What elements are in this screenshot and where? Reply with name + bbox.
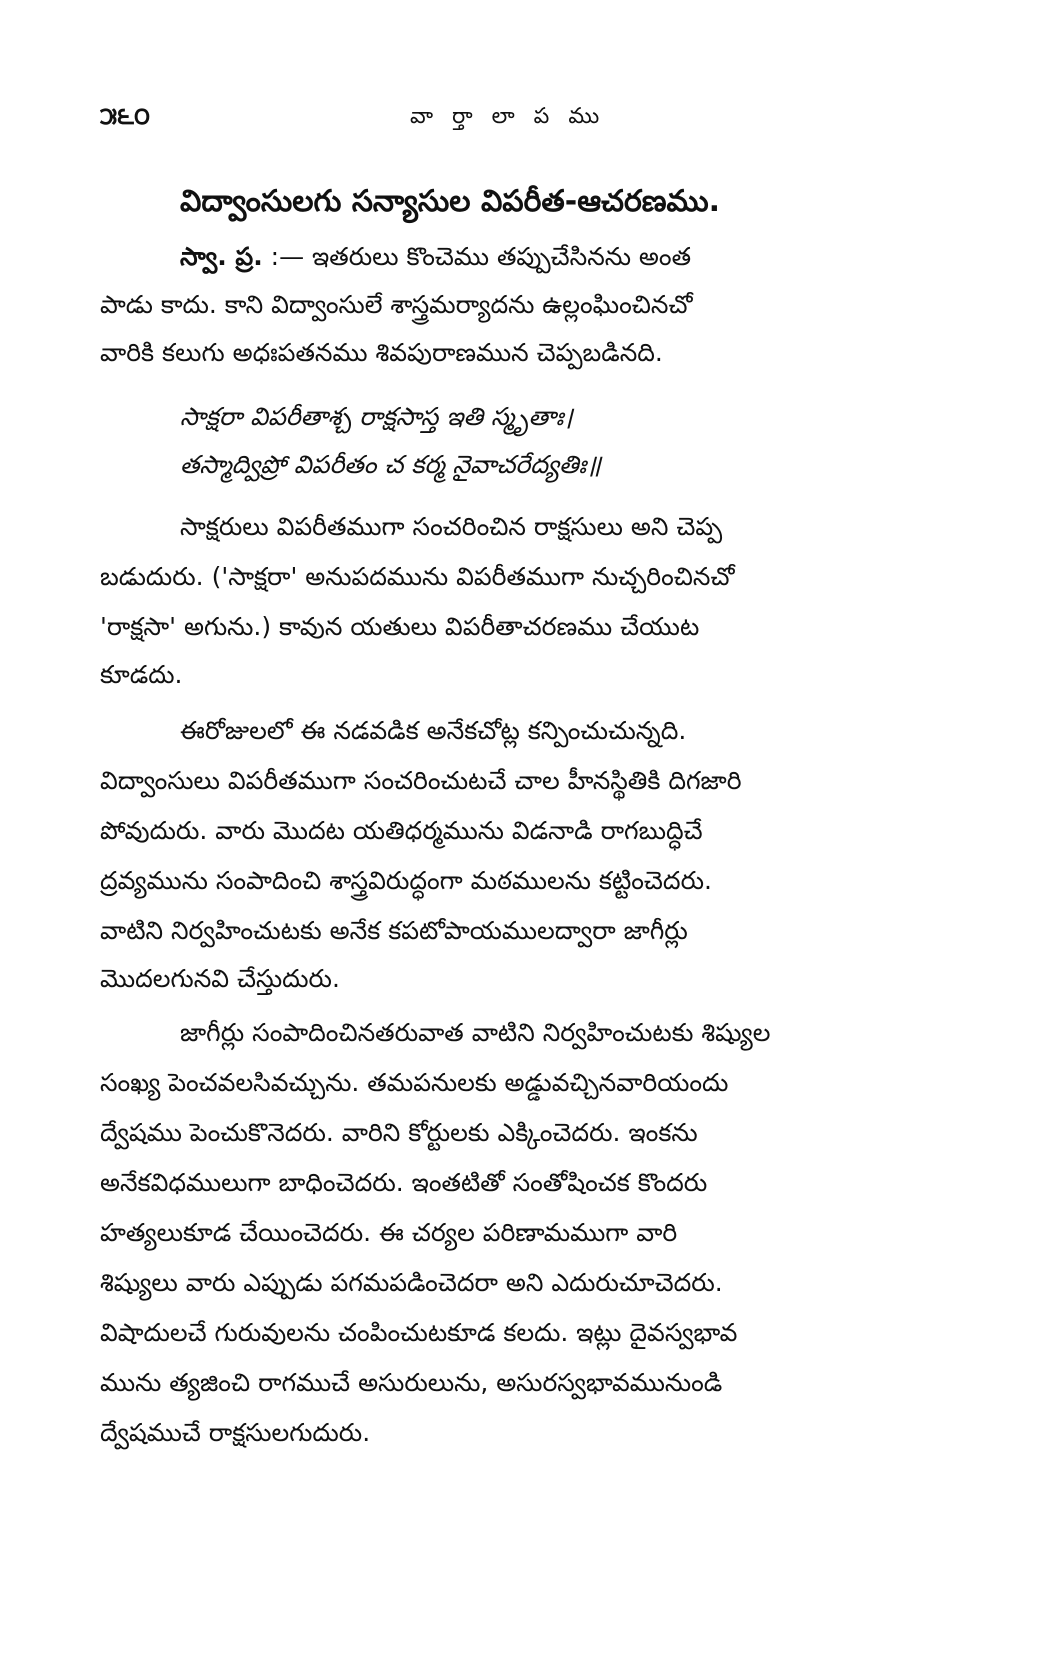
paragraph-4-line-2: సంఖ్య పెంచవలసివచ్చును. తమపనులకు అడ్డువచ్చినవారియందు xyxy=(100,1068,729,1097)
paragraph-4-line-1: జాగీర్లు సంపాదించినతరువాత వాటిని నిర్వహించుటకు శిష్యుల xyxy=(180,1018,771,1047)
paragraph-3-line-5: వాటిని నిర్వహించుటకు అనేక కపటోపాయములద్వారా జాగీర్లు xyxy=(100,916,688,945)
paragraph-3-line-1: ఈరోజులలో ఈ నడవడిక అనేకచోట్ల కన్పించుచున్నది. xyxy=(180,716,687,745)
paragraph-2-line-1: సాక్షరులు విపరీతముగా సంచరించిన రాక్షసులు అని చెప్ప xyxy=(180,512,723,541)
section-heading: విద్వాంసులగు సన్యాసుల విపరీత-ఆచరణము. xyxy=(180,184,721,219)
paragraph-1-text: :— ఇతరులు కొంచెము తప్పుచేసినను అంత xyxy=(270,242,692,271)
running-title: వా ర్తా లా ప ము xyxy=(410,104,606,129)
paragraph-1-line-2: పాడు కాదు. కాని విద్వాంసులే శాస్త్రమర్యాదను ఉల్లంఘించినచో xyxy=(100,290,693,319)
paragraph-2-line-2: బడుదురు. ('సాక్షరా' అనుపదమును విపరీతముగా నుచ్చరించినచో xyxy=(100,562,735,591)
paragraph-3-line-6: మొదలగునవి చేస్తుదురు. xyxy=(100,964,340,993)
paragraph-1-line-1 xyxy=(180,242,960,272)
paragraph-1-line-3: వారికి కలుగు అధఃపతనము శివపురాణమున చెప్పబడినది. xyxy=(100,338,663,367)
paragraph-4-line-4: అనేకవిధములుగా బాధించెదరు. ఇంతటితో సంతోషించక కొందరు xyxy=(100,1168,708,1197)
speaker-label: స్వా. ప్ర. xyxy=(180,242,263,271)
verse-line-2: తస్మాద్విప్రో విపరీతం చ కర్మ నైవాచరేద్యతిః॥ xyxy=(180,450,602,479)
paragraph-4-line-5: హత్యలుకూడ చేయించెదరు. ఈ చర్యల పరిణామముగా వారి xyxy=(100,1218,678,1247)
paragraph-4-line-3: ద్వేషము పెంచుకొనెదరు. వారిని కోర్టులకు ఎక్కించెదరు. ఇంకను xyxy=(100,1118,698,1147)
paragraph-2-line-3: 'రాక్షసా' అగును.) కావున యతులు విపరీతాచరణము చేయుట xyxy=(100,612,700,641)
paragraph-3-line-2: విద్వాంసులు విపరీతముగా సంచరించుటచే చాల హీనస్థితికి దిగజారి xyxy=(100,766,742,795)
paragraph-2-line-4: కూడదు. xyxy=(100,660,183,689)
page-header xyxy=(100,102,960,142)
paragraph-4-line-8: మును త్యజించి రాగముచే అసురులును, అసురస్వభావమునుండి xyxy=(100,1368,723,1397)
paragraph-3-line-4: ద్రవ్యమును సంపాదించి శాస్త్రవిరుద్ధంగా మఠములను కట్టించెదరు. xyxy=(100,866,712,895)
page-number: ౫౬౦ xyxy=(100,102,151,130)
paragraph-4-line-7: విషాదులచే గురువులను చంపించుటకూడ కలదు. ఇట్లు దైవస్వభావ xyxy=(100,1318,738,1347)
paragraph-4-line-6: శిష్యులు వారు ఎప్పుడు పగమపడించెదరా అని ఎదురుచూచెదరు. xyxy=(100,1268,723,1297)
paragraph-4-line-9: ద్వేషముచే రాక్షసులగుదురు. xyxy=(100,1418,371,1447)
paragraph-3-line-3: పోవుదురు. వారు మొదట యతిధర్మమును విడనాడి రాగబుద్ధిచే xyxy=(100,816,703,845)
verse-line-1: సాక్షరా విపరీతాశ్చ రాక్షసాస్త ఇతి స్మృతాః। xyxy=(180,402,573,431)
